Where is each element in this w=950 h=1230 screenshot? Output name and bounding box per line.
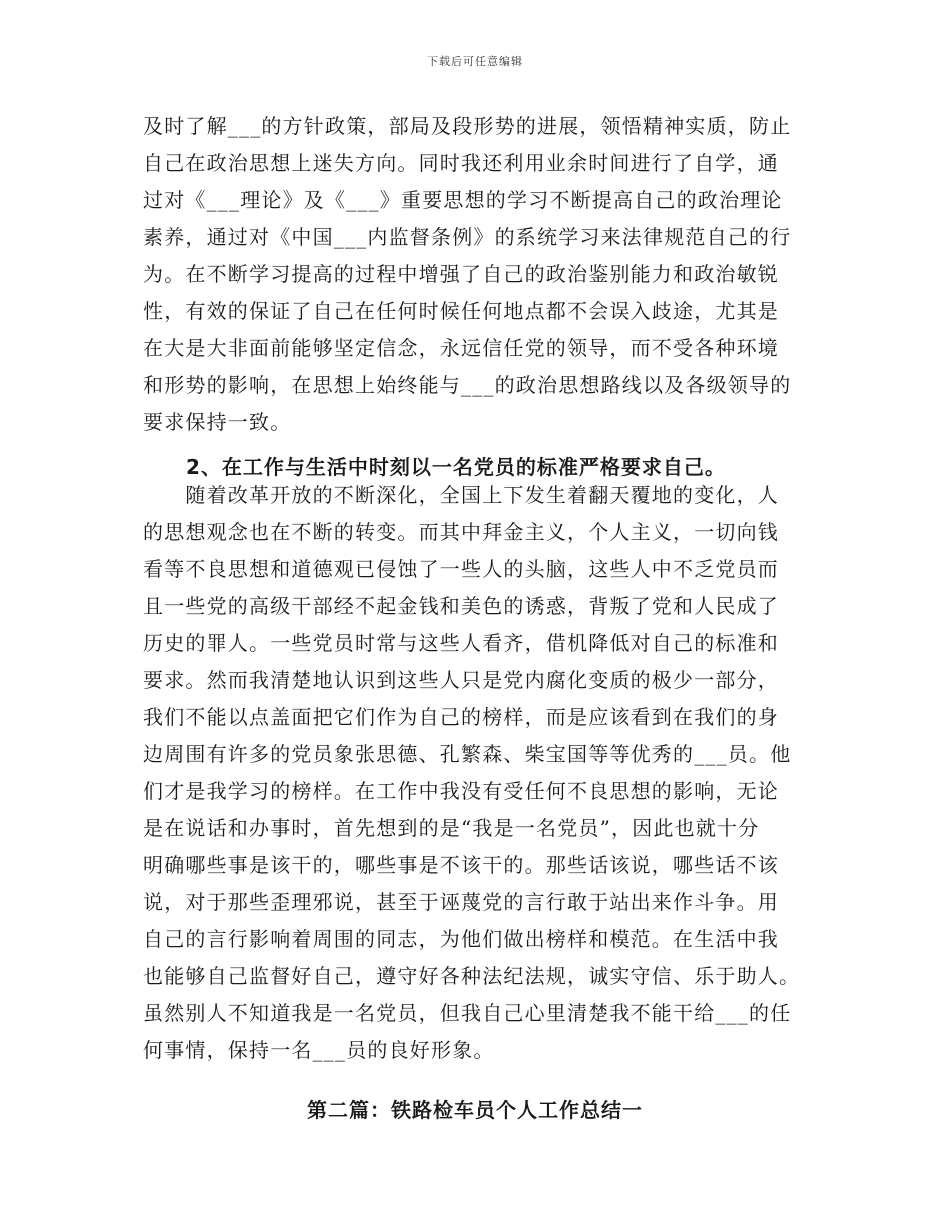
text-line: 素养，通过对《中国___内监督条例》的系统学习来法律规范自己的行	[143, 225, 792, 249]
text-line: 及时了解___的方针政策，部局及段形势的进展，领悟精神实质，防止	[143, 114, 792, 138]
text-line: 我们不能以点盖面把它们作为自己的榜样，而是应该看到在我们的身	[143, 705, 779, 729]
text-line: 为。在不断学习提高的过程中增强了自己的政治鉴别能力和政治敏锐	[143, 262, 779, 286]
text-line: 明确哪些事是该干的，哪些事是不该干的。那些话该说，哪些话不该	[143, 853, 779, 877]
text-line: 自己在政治思想上迷失方向。同时我还利用业余时间进行了自学，通	[143, 151, 779, 175]
text-line: 们才是我学习的榜样。在工作中我没有受任何不良思想的影响，无论	[143, 779, 779, 803]
text-line: 自己的言行影响着周围的同志，为他们做出榜样和模范。在生活中我	[143, 927, 779, 951]
chapter-title: 第二篇：铁路检车员个人工作总结一	[307, 1098, 643, 1122]
text-line: 说，对于那些歪理邪说，甚至于诬蔑党的言行敢于站出来作斗争。用	[143, 890, 779, 914]
text-line: 虽然别人不知道我是一名党员，但我自己心里清楚我不能干给___的任	[143, 1001, 792, 1025]
text-line: 且一些党的高级干部经不起金钱和美色的诱惑，背叛了党和人民成了	[143, 594, 779, 618]
text-line: 的思想观念也在不断的转变。而其中拜金主义，个人主义，一切向钱	[143, 520, 779, 544]
text-line: 在大是大非面前能够坚定信念，永远信任党的领导，而不受各种环境	[143, 336, 779, 360]
text-line: 是在说话和办事时，首先想到的是“我是一名党员”，因此也就十分	[143, 816, 760, 840]
section-heading: 2、在工作与生活中时刻以一名党员的标准严格要求自己。	[186, 455, 726, 479]
text-line: 随着改革开放的不断深化，全国上下发生着翻天覆地的变化，人	[143, 483, 779, 507]
text-line: 看等不良思想和道德观已侵蚀了一些人的头脑，这些人中不乏党员而	[143, 557, 779, 581]
text-line: 要求。然而我清楚地认识到这些人只是党内腐化变质的极少一部分，	[143, 668, 779, 692]
text-line: 何事情，保持一名___员的良好形象。	[143, 1038, 495, 1062]
paragraph-political-study	[143, 108, 810, 441]
text-line: 历史的罪人。一些党员时常与这些人看齐，借机降低对自己的标准和	[143, 631, 779, 655]
text-line: 也能够自己监督好自己，遵守好各种法纪法规，诚实守信、乐于助人。	[143, 964, 801, 988]
page-header: 下载后可任意编辑	[427, 55, 523, 68]
paragraph-work-and-life	[143, 477, 810, 1069]
text-line: 过对《___理论》及《___》重要思想的学习不断提高自己的政治理论	[143, 188, 783, 212]
text-line: 和形势的影响，在思想上始终能与___的政治思想路线以及各级领导的	[143, 373, 792, 397]
text-line: 性，有效的保证了自己在任何时候任何地点都不会误入歧途，尤其是	[143, 299, 779, 323]
text-line: 要求保持一致。	[143, 410, 292, 434]
text-line: 边周围有许多的党员象张思德、孔繁森、柴宝国等等优秀的___员。他	[143, 742, 792, 766]
